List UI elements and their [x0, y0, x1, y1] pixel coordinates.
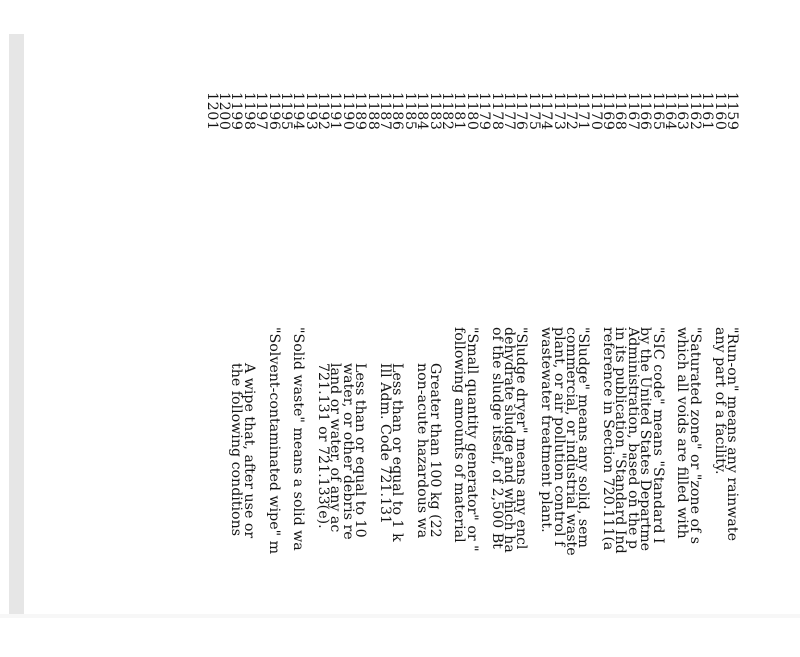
text-line-content: reference in Section 720.111(a — [600, 327, 617, 551]
text-line-content: "Solid waste" means a solid wa — [290, 327, 307, 551]
line-number: 1162 — [686, 92, 703, 131]
text-line-content: "SIC code" means "Standard I — [649, 327, 666, 544]
text-line — [711, 327, 728, 657]
line-number: 1179 — [476, 92, 493, 131]
text-line-content: which all voids are filled with — [674, 327, 691, 539]
line-number: 1185 — [401, 92, 418, 131]
line-number: 1161 — [699, 92, 716, 131]
text-line — [315, 327, 332, 657]
text-line — [674, 327, 691, 657]
text-line — [527, 327, 539, 657]
text-line — [649, 327, 666, 657]
line-number: 1195 — [277, 92, 294, 131]
line-number: 1160 — [711, 92, 728, 131]
text-line-content: Greater than 100 kg (22 — [426, 363, 443, 538]
text-line-content: of the sludge itself, of 2,500 Bt — [488, 327, 505, 549]
text-line-content: Less than or equal to 10 — [352, 363, 369, 538]
line-number: 1198 — [240, 92, 257, 131]
line-number: 1191 — [327, 92, 344, 131]
line-number: 1182 — [439, 92, 456, 131]
text-line-content: in its publication "Standard Ind — [612, 327, 629, 554]
line-number: 1197 — [253, 92, 270, 131]
line-number: 1186 — [389, 92, 406, 131]
text-line — [339, 327, 356, 657]
line-number: 1201 — [203, 92, 220, 131]
text-line-content: non-acute hazardous wa — [414, 363, 431, 539]
line-number: 1172 — [562, 92, 579, 131]
text-line-content: "Solvent-contaminated wipe" m — [265, 327, 282, 555]
text-line-content: Less than or equal to 1 k — [389, 363, 406, 542]
text-line — [265, 327, 282, 657]
text-line-content: commercial, or industrial waste — [562, 327, 579, 556]
line-number: 1164 — [662, 92, 679, 131]
text-line-content: "Saturated zone" or "zone of s — [686, 327, 703, 545]
line-number: 1175 — [525, 92, 542, 131]
text-line-content: "Sludge dryer" means any encl — [513, 327, 530, 550]
text-line — [205, 327, 217, 657]
line-number: 1181 — [451, 92, 468, 131]
text-line-content: dehydrate sludge and which ha — [500, 327, 517, 553]
text-line — [538, 327, 555, 657]
text-line — [488, 327, 505, 657]
text-line-content: Administration, based on the p — [624, 327, 641, 549]
text-line-content: following amounts of material — [451, 327, 468, 543]
line-number: 1171 — [575, 92, 592, 131]
line-number: 1166 — [637, 92, 654, 131]
line-number: 1183 — [426, 92, 443, 131]
text-line — [686, 327, 703, 657]
line-number: 1180 — [463, 92, 480, 131]
text-line — [463, 327, 480, 657]
line-number: 1190 — [339, 92, 356, 131]
text-line — [600, 327, 617, 657]
line-number: 1165 — [649, 92, 666, 131]
text-line-content: water, or other debris re — [339, 363, 356, 540]
line-number: 1196 — [265, 92, 282, 131]
line-number: 1170 — [587, 92, 604, 131]
line-number: 1168 — [612, 92, 629, 131]
scan-left-edge — [9, 34, 24, 618]
text-line — [290, 327, 307, 657]
line-number: 1194 — [290, 92, 307, 131]
text-line — [240, 327, 257, 657]
line-number: 1177 — [500, 92, 517, 131]
line-number: 1169 — [600, 92, 617, 131]
text-line — [624, 327, 641, 657]
text-line-content: A wipe that, after use or — [240, 363, 257, 539]
text-line — [589, 327, 601, 657]
line-number: 1167 — [624, 92, 641, 131]
line-number-column — [203, 92, 740, 131]
line-number: 1187 — [377, 92, 394, 131]
text-line — [218, 327, 230, 657]
text-line — [366, 327, 378, 657]
document-body-text — [205, 327, 738, 657]
text-line-content: any part of a facility. — [711, 327, 728, 475]
line-number: 1173 — [550, 92, 567, 131]
text-line-content: "Small quantity generator" or " — [463, 327, 480, 552]
line-number: 1192 — [315, 92, 332, 131]
line-number: 1193 — [302, 92, 319, 131]
text-line — [426, 327, 443, 657]
line-number: 1174 — [538, 92, 555, 131]
line-number: 1184 — [414, 92, 431, 131]
line-number: 1163 — [674, 92, 691, 131]
text-line-content: by the United States Departme — [637, 327, 654, 552]
line-number: 1199 — [228, 92, 245, 131]
line-number: 1176 — [513, 92, 530, 131]
text-line-content: "Sludge" means any solid, sem — [575, 327, 592, 549]
text-line — [377, 327, 394, 657]
line-number: 1200 — [215, 92, 232, 131]
text-line — [414, 327, 431, 657]
text-line-content: "Run-on" means any rainwate — [724, 327, 740, 541]
line-number: 1188 — [364, 92, 381, 131]
text-line-content: the following conditions — [228, 363, 245, 537]
rotated-document-page — [118, 92, 738, 652]
text-line — [304, 327, 316, 657]
text-line-content: 721.131 or 721.133(e). — [315, 363, 332, 529]
text-line — [403, 327, 415, 657]
line-number: 1189 — [352, 92, 369, 131]
text-line — [451, 327, 468, 657]
text-line-content: land or water, of any ac — [327, 363, 344, 533]
text-line-content: plant, or air pollution control f — [550, 327, 567, 547]
text-line — [228, 327, 245, 657]
text-line-content: wastewater treatment plant. — [538, 327, 555, 533]
line-number: 1178 — [488, 92, 505, 131]
line-number: 1159 — [724, 92, 740, 131]
text-line-content: Ill Adm. Code 721.131 — [377, 363, 394, 525]
